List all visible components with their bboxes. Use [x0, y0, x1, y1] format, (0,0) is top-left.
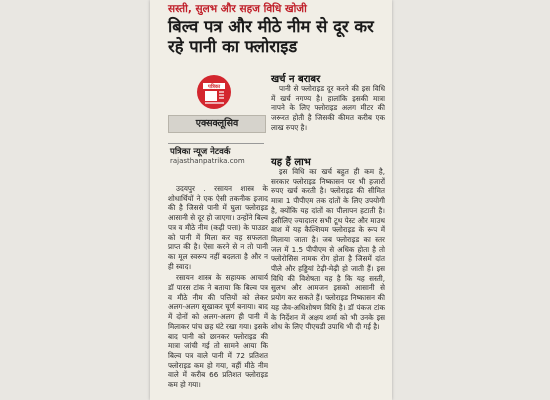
- subheading-cost: खर्च न बराबर: [271, 74, 321, 85]
- column-right-bottom: [271, 167, 385, 397]
- patrika-logo-icon: [194, 74, 234, 110]
- newspaper-clipping: [150, 0, 392, 400]
- exclusive-label: एक्सक्लूसिव: [168, 115, 266, 133]
- byline-rule: [168, 143, 264, 144]
- byline: पत्रिका न्यूज नेटवर्क: [170, 147, 231, 157]
- column-right-top: [271, 84, 385, 150]
- byline-url: rajasthanpatrika.com: [170, 157, 245, 165]
- article-kicker: सस्ती, सुलभ और सहज विधि खोजी: [168, 3, 307, 15]
- logo-text: पत्रिका: [207, 84, 221, 90]
- paragraph: रसायन शास्त्र के सहायक आचार्य डॉ पारस टांक ने बताया कि बिल्व पत्र व मीठे नीम की पत्तियों को लेकर अलग-अलग सूखाकर चूर्ण बनाया। बाद में दोनों को अलग-अलग ही पानी में मिलाकर पांच छह घंटे रखा गया। इसके बाद पानी को छानकर फ्लोराइड की मात्रा जांची गई तो सामने आया कि बिल्व पत्र वाले पानी में 72 प्रतिशत फ्लोराइड कम हो गया, वहीं मीठे नीम वाले में करीब 66 प्रतिशत फ्लोराइड कम हो गया।: [168, 273, 268, 390]
- subheading-benefits: यह हैं लाभ: [271, 157, 311, 168]
- paragraph: पानी से फ्लोराइड दूर करने की इस विधि में खर्च नगण्य है। हालांकि इसकी मात्रा नापने के लिए फ्लोराइड अलग मीटर की जरूरत होती है जिसकी कीमत करीब एक लाख रुपए है।: [271, 84, 385, 132]
- column-left: [168, 184, 268, 396]
- paragraph: इस विधि का खर्च बहुत ही कम है, सरकार फ्लोराइड निष्कासन पर भी हजारों रुपए खर्च करती है। फ्लोराइड की सीमित मात्रा 1 पीपीएम तक दांतों के लिए उपयोगी है, क्योंकि यह दांतों का पीलापन हटाती है। इसीलिए ज्यादातर सभी टूथ पेस्ट और माउथ वाश में यह कैल्शियम फ्लोराइड के रूप में मिलाया जाता है। जब फ्लोराइड का स्तर जल में 1.5 पीपीएम से अधिक होता है तो फ्लोरोसिस नामक रोग होता है जिसमें दांत पीले और हड्डियां टेढ़ी-मेढ़ी हो जाती हैं। इस विधि की विशेषता यह है कि यह सस्ती, सुलभ और आमजन इसको आसानी से प्रयोग कर सकते हैं। फ्लोराइड निष्कासन की यह जैव-अधिशोषण विधि है। डॉ पंकज टांक के निर्देशन में अक्षय शर्मा को भी उनके इस शोध के लिए पीएचडी उपाधि भी दी गई है।: [271, 167, 385, 332]
- paragraph: उदयपुर . रसायन शास्त्र के शोधार्थियों ने एक ऐसी तकनीक इजाद की है जिससे पानी में घुला फ्लोराइड आसानी से दूर हो जाएगा। उन्होंने बिल्व पत्र व मीठे नीम (कढ़ी पत्ता) के पाउडर को पानी में मिला कर यह सफलता प्राप्त की है। ऐसा करने से न तो पानी का मूल स्वरूप नहीं बदलता है और न ही स्वाद।: [168, 184, 268, 271]
- article-headline: बिल्व पत्र और मीठे नीम से दूर कर रहे पानी का फ्लोराइड: [168, 17, 374, 56]
